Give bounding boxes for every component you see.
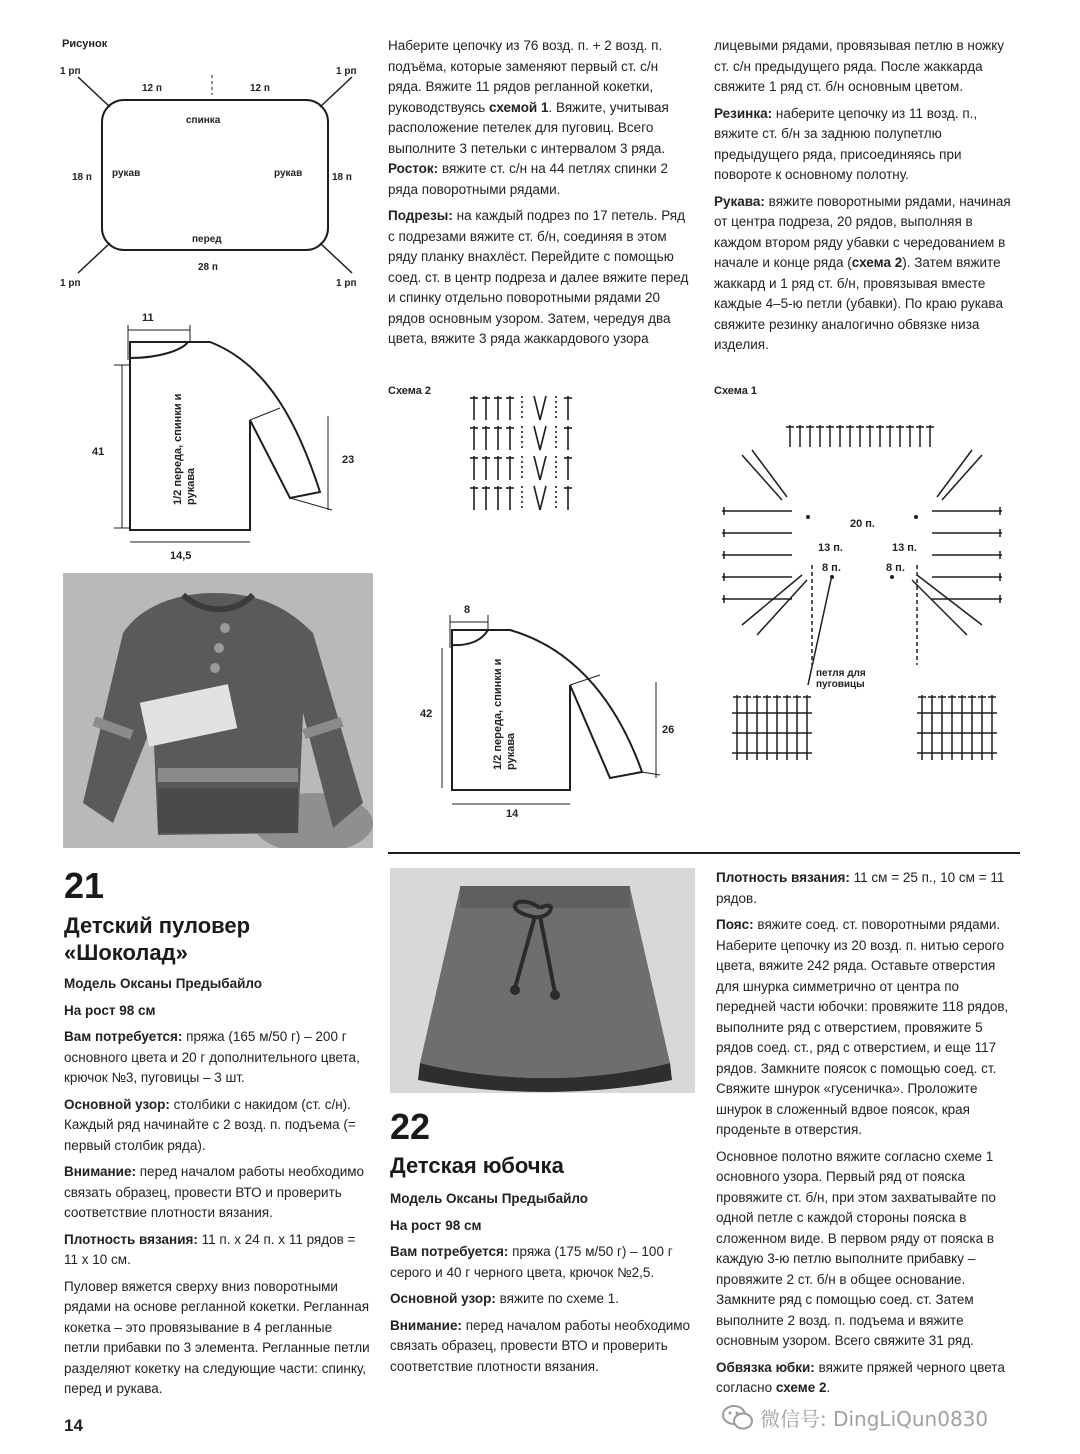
article-21-description: Пуловер вяжется сверху вниз поворотными рядами на основе регланной кокетки. Регланная кокетка – это провязывание в 4 регланные петли прибавки по 3 элемента. Регланные петли разделяют кокетку на следующие части: спинку, перед и рукава. — [64, 1278, 370, 1396]
sleeve-left-label: рукав — [112, 168, 141, 179]
page-number: 14 — [64, 1416, 83, 1435]
article-21-pattern: Основной узор: столбики с накидом (ст. с/н). Каждый ряд начинайте с 2 возд. п. подъема (= первый столбик ряда). — [64, 1096, 356, 1153]
pattern-2-sleeve: 26 — [662, 724, 675, 736]
corner-label-tr: 1 рп — [336, 66, 357, 77]
front-label: перед — [192, 234, 222, 245]
figure-label: Рисунок — [62, 38, 108, 50]
wechat-icon — [722, 1404, 754, 1432]
article-21-body-col1 — [64, 974, 370, 1406]
article-21-yoke-text: Наберите цепочку из 76 возд. п. + 2 возд. п. подъёма, которые заменяют первый ст. с/н ряда. Вяжите 11 рядов регланной кокетки, руководствуясь схемой 1. Вяжите, учитывая расположение петелек для пуговиц. Всего выполните 3 петельки с интервалом 3 ряда. Росток: вяжите ст. с/н на 44 петлях спинки 2 ряда поворотными рядами. — [388, 38, 669, 197]
sleeve-right-label: рукав — [274, 168, 303, 179]
article-22-author: Модель Оксаны Предыбайло — [390, 1191, 589, 1206]
article-22-requirements: Вам потребуется: пряжа (175 м/50 г) – 100 г серого и 40 г черного цвета, крючок №2,5. — [390, 1244, 673, 1280]
skirt-photo — [390, 868, 695, 1093]
pattern-2-label: 1/2 переда, спинки и рукава — [492, 658, 517, 770]
article-21-requirements: Вам потребуется: пряжа (165 м/50 г) – 200 г основного цвета и 20 г дополнительного цвета, крючок №3, пуговицы – 3 шт. — [64, 1029, 360, 1085]
article-21-author: Модель Оксаны Предыбайло — [64, 976, 263, 991]
article-21-title-line1: Детский пуловер — [64, 913, 251, 938]
article-21-rib: Резинка: наберите цепочку из 11 возд. п., вяжите ст. б/н за заднюю полупетлю предыдущего ряда, присоединяясь при повороте к основному полотну. — [714, 105, 978, 182]
pattern-1-diagram — [100, 320, 360, 560]
article-21-warning: Внимание: перед началом работы необходимо связать образец, провести ВТО и проверить соответствие плотности вязания. — [64, 1164, 365, 1220]
scheme-1-left-inner: 8 п. — [822, 562, 841, 574]
front-count: 28 п — [198, 262, 218, 273]
scheme-1-right-inner: 8 п. — [886, 562, 905, 574]
article-21-density: Плотность вязания: 11 п. х 24 п. х 11 рядов = 11 х 10 см. — [64, 1231, 356, 1267]
back-right-count: 12 п — [250, 83, 270, 94]
section-divider — [388, 852, 1020, 854]
article-22-number: 22 — [390, 1106, 431, 1147]
article-21-size: На рост 98 см — [64, 1002, 156, 1018]
article-22-size: На рост 98 см — [390, 1217, 482, 1233]
watermark-text: 微信号: DingLiQun0830 — [760, 1407, 989, 1431]
article-22-body-col2 — [716, 868, 1020, 1405]
pattern-2-bottom: 14 — [506, 808, 519, 820]
article-21-jacquard: лицевыми рядами, провязывая петлю в ножку ст. с/н предыдущего ряда. После жаккарда свяжите 1 ряд ст. б/н основным цветом. — [714, 38, 1005, 94]
scheme-1-center-count: 20 п. — [850, 518, 875, 530]
article-21-title-line2: «Шоколад» — [64, 940, 188, 965]
back-label: спинка — [186, 115, 221, 126]
article-22-title: Детская юбочка — [390, 1153, 564, 1178]
article-21-number: 21 — [64, 865, 105, 906]
article-21-body-col3 — [714, 36, 1019, 362]
pattern-2-height: 42 — [420, 708, 433, 720]
watermark — [722, 1403, 988, 1432]
scheme-1-left-count: 13 п. — [818, 542, 843, 554]
corner-label-tl: 1 рп — [60, 66, 81, 77]
sweater-photo — [63, 573, 373, 848]
article-22-belt: Пояс: вяжите соед. ст. поворотными рядами. Наберите цепочку из 20 возд. п. нитью серого цвета, вяжите 242 ряда. Оставьте отверстия для шнурка симметрично от центра по передней части юбочки: провяжите 118 рядов, выполните ряд с отверстием, провяжите 5 рядов соед. ст., ряд с отверстием, и еще 117 рядов. Замкните поясок с помощью соед. ст. Свяжите шнурок «гусеничка». Проложите шнурок в сложенный вдвое поясок, края проденьте в отверстия. — [716, 917, 1009, 1137]
scheme-1-buttonhole: петля для пуговицы — [816, 668, 866, 690]
article-21-title — [64, 912, 384, 966]
article-22-edging: Обвязка юбки: вяжите пряжей черного цвета согласно схеме 2. — [716, 1359, 1005, 1395]
side-right-count: 18 п — [332, 172, 352, 183]
article-21-underarm: Подрезы: на каждый подрез по 17 петель. Ряд с подрезами вяжите ст. б/н, соединяя в этом ряду планку внахлёст. Перейдите с помощью соед. ст. в центр подреза и далее вяжите перед и спинку отдельно поворотными рядами 20 рядов основным узором. Затем, чередуя два цвета, вяжите 3 ряда жаккардового узора — [388, 208, 689, 346]
article-22-density: Плотность вязания: 11 см = 25 п., 10 см = 11 рядов. — [716, 870, 1005, 906]
article-22-main: Основное полотно вяжите согласно схеме 1 основного узора. Первый ряд от пояска провяжите ст. б/н, при этом захватывайте по одной петле с каждой стороны пояска в сложенном виде. В первом ряду от пояска в каждую 3-ю петлю выполните прибавку – провяжите 2 ст. б/н в общее основание. Замкните ряд с помощью соед. ст. Затем выполните 2 возд. п. подъема и вяжите основным узором. Всего свяжите 31 ряд. — [716, 1148, 996, 1348]
side-left-count: 18 п — [72, 172, 92, 183]
scheme-1-right-count: 13 п. — [892, 542, 917, 554]
corner-label-br: 1 рп — [336, 278, 357, 289]
scheme-1-label: Схема 1 — [714, 385, 758, 397]
scheme-2-diagram — [470, 392, 580, 534]
pattern-1-label: 1/2 переда, спинки и рукава — [172, 393, 197, 505]
article-22-body-col1 — [390, 1189, 695, 1383]
pattern-1-bottom: 14,5 — [170, 550, 192, 562]
pattern-2-top: 8 — [464, 604, 471, 616]
corner-label-bl: 1 рп — [60, 278, 81, 289]
article-21-sleeves: Рукава: вяжите поворотными рядами, начиная от центра подреза, 20 рядов, выполняя в каждом втором ряду убавки с чередованием в начале и конце ряда (схема 2). Затем вяжите жаккард и 1 ряд ст. б/н, провязывая вместе каждые 4–5-ю петли (убавки). По краю рукава свяжите резинку аналогично обвязке низа изделия. — [714, 193, 1011, 352]
pattern-1-top: 11 — [142, 312, 154, 324]
pattern-1-height: 41 — [92, 446, 105, 458]
back-left-count: 12 п — [142, 83, 162, 94]
pattern-2-diagram — [430, 610, 680, 825]
scheme-1-diagram — [712, 415, 1022, 795]
pattern-1-sleeve: 23 — [342, 454, 355, 466]
scheme-2-label: Схема 2 — [388, 385, 432, 397]
article-22-warning: Внимание: перед началом работы необходимо связать образец, провести ВТО и проверить соответствие плотности вязания. — [390, 1317, 691, 1374]
article-22-pattern: Основной узор: вяжите по схеме 1. — [390, 1291, 620, 1306]
article-21-body-col2 — [388, 36, 694, 356]
